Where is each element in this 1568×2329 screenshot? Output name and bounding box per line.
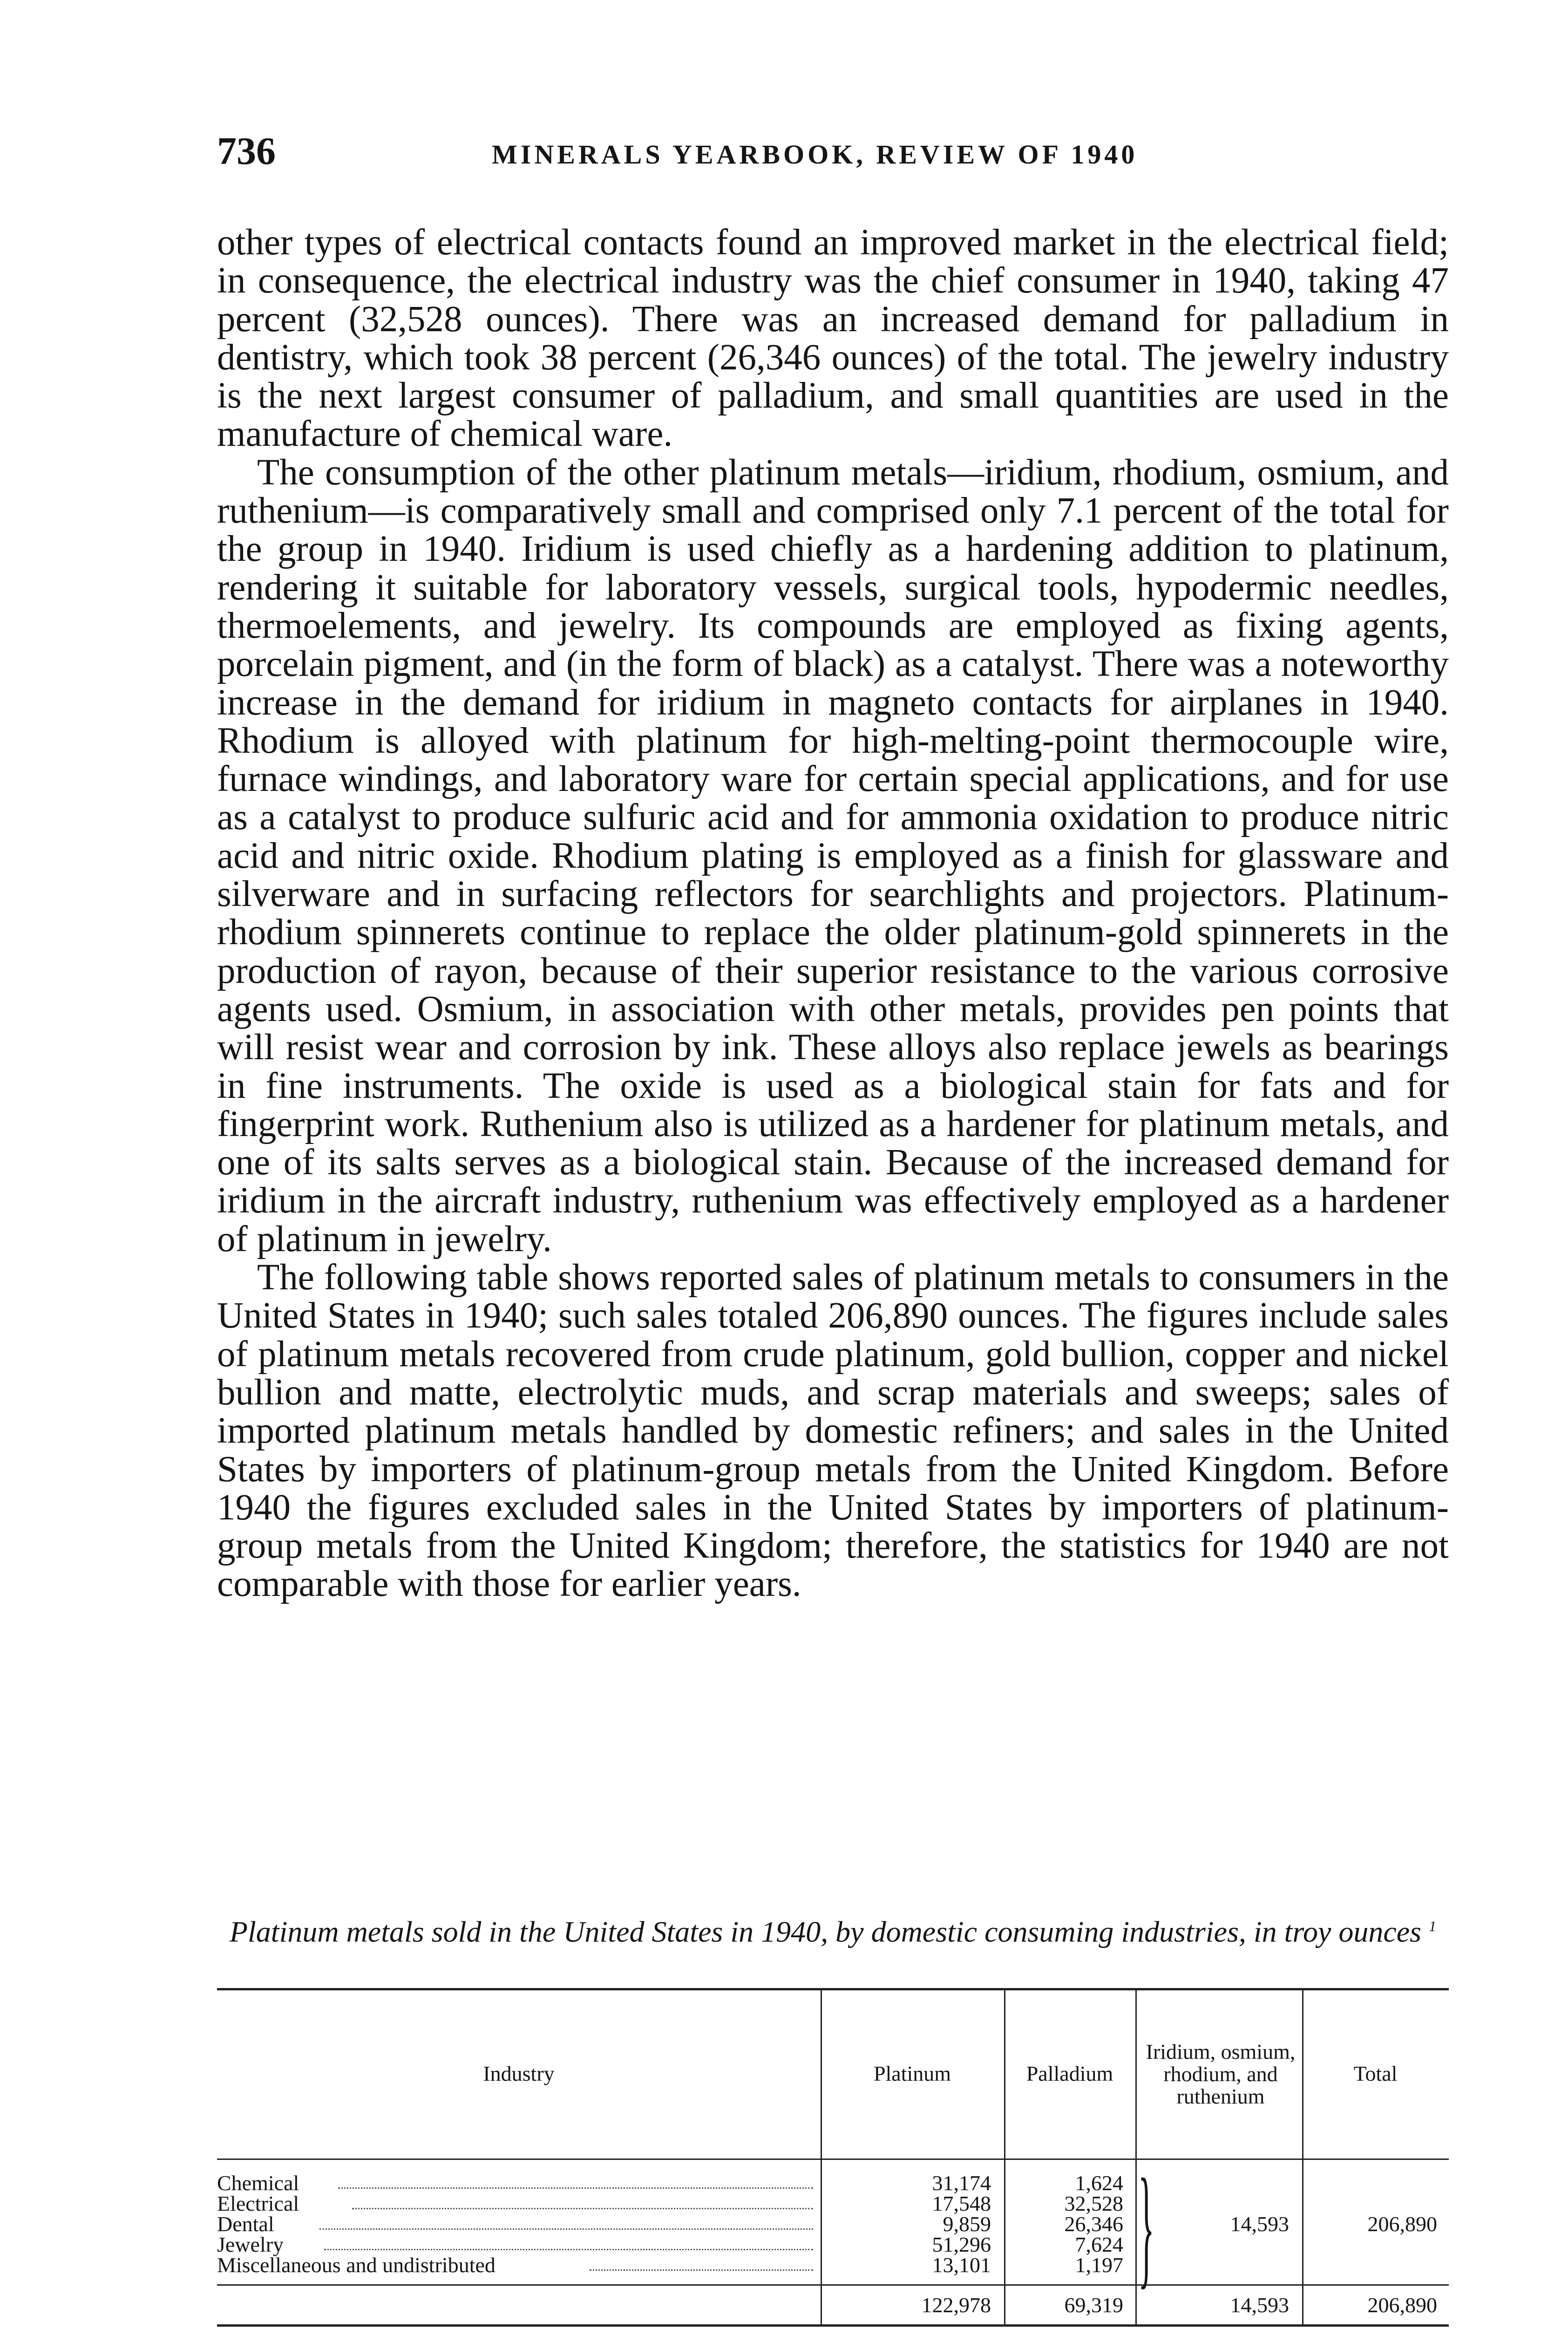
column-header-palladium: Palladium — [1026, 2061, 1113, 2085]
total-all: 206,890 — [1367, 2293, 1437, 2317]
cell-platinum: 31,174 — [932, 2171, 991, 2195]
cell-palladium: 26,346 — [1064, 2212, 1123, 2236]
column-divider — [1135, 1988, 1137, 2324]
page-header — [217, 129, 1446, 180]
paragraph: The following table shows reported sales of platinum metals to consumers in the United States in 1940; such sales totaled 206,890 ounces. The figures include sales of platinum metals recovered from crude platinum, gold bullion, copper and nickel bullion and matte, electrolytic muds, and scrap materials and sweeps; sales of imported platinum metals handled by domestic refiners; and sales in the United States by importers of platinum-group metals from the United Kingdom. Before 1940 the figures excluded sales in the United States by importers of platinum-group metals from the United Kingdom; therefore, the statistics for 1940 are not comparable with those for earlier years. — [217, 1257, 1449, 1605]
cell-platinum: 13,101 — [932, 2253, 991, 2277]
cell-platinum: 17,548 — [932, 2192, 991, 2215]
paragraph: The consumption of the other platinum metals—iridium, rhodium, osmium, and ruthenium—is comparatively small and comprised only 7.1 percent of the total for the group in 1940. Iridium is used chiefly as a hardening addition to platinum, rendering it suitable for laboratory vessels, surgical tools, hypodermic needles, thermoelements, and jewelry. Its compounds are employed as fixing agents, porcelain pigment, and (in the form of black) as a catalyst. There was a noteworthy increase in the demand for iridium in magneto contacts for airplanes in 1940. Rhodium is alloyed with platinum for high-melting-point thermocouple wire, furnace windings, and laboratory ware for certain special applications, and for use as a catalyst to produce sulfuric acid and for ammonia oxidation to produce nitric acid and nitric oxide. Rhodium plating is employed as a finish for glassware and silverware and in surfacing reflectors for searchlights and projectors. Platinum-rhodium spinnerets continue to replace the older platinum-gold spinnerets in the production of rayon, because of their superior resistance to the various corrosive agents used. Osmium, in association with other metals, provides pen points that will resist wear and corrosion by ink. These alloys also replace jewels as bearings in fine instruments. The oxide is used as a biological stain for fats and for fingerprint work. Ruthenium also is utilized as a hardener for platinum metals, and one of its salts serves as a biological stain. Because of the increased demand for iridium in the aircraft industry, ruthenium was effectively employed as a hardener of platinum in jewelry. — [217, 452, 1449, 1260]
cell-palladium: 7,624 — [1075, 2233, 1123, 2256]
grouping-brace: } — [1138, 2151, 1154, 2301]
cell-total: 206,890 — [1367, 2212, 1437, 2236]
cell-palladium: 32,528 — [1064, 2192, 1123, 2215]
paragraph: other types of electrical contacts found an improved market in the electrical field; in consequence, the electrical industry was the chief consumer in 1940, taking 47 percent (32,528 ounces). There was an increased demand for palladium in dentistry, which took 38 percent (26,346 ounces) of the total. The jewelry industry is the next largest consumer of palladium, and small quantities are used in the manufacture of chemical ware. — [217, 222, 1449, 455]
row-label-dental: Dental — [217, 2212, 274, 2236]
cell-platinum: 51,296 — [932, 2233, 991, 2256]
cell-palladium: 1,197 — [1075, 2253, 1123, 2277]
page-number: 736 — [217, 129, 276, 173]
column-header-industry: Industry — [483, 2061, 555, 2085]
dot-leader — [352, 2208, 813, 2209]
cell-iridium-group: 14,593 — [1230, 2212, 1289, 2236]
table-rule-header — [217, 2159, 1449, 2160]
row-label-chemical: Chemical — [217, 2171, 299, 2195]
row-label-miscellaneous: Miscellaneous and undistributed — [217, 2253, 496, 2277]
dot-leader — [590, 2269, 813, 2271]
column-header-iridium-group: Iridium, osmium, rhodium, and ruthenium — [1146, 2040, 1296, 2108]
total-iridium-group: 14,593 — [1230, 2293, 1289, 2317]
table-rule-bottom — [217, 2324, 1449, 2327]
total-palladium: 69,319 — [1064, 2293, 1123, 2317]
dot-leader — [319, 2228, 813, 2230]
table-caption — [217, 1907, 1449, 1950]
cell-platinum: 9,859 — [943, 2212, 991, 2236]
column-header-total: Total — [1353, 2061, 1398, 2085]
dot-leader — [324, 2249, 813, 2250]
body-text — [217, 224, 1449, 1604]
column-header-platinum: Platinum — [873, 2061, 951, 2085]
dot-leader — [338, 2187, 813, 2189]
row-label-electrical: Electrical — [217, 2192, 299, 2215]
table-caption-text: Platinum metals sold in the United States in 1940, by domestic consuming industries, in troy ounces — [229, 1915, 1422, 1948]
footnote-reference: 1 — [1429, 1918, 1437, 1934]
cell-palladium: 1,624 — [1075, 2171, 1123, 2195]
row-label-jewelry: Jewelry — [217, 2233, 284, 2256]
table-rule-total — [217, 2284, 1449, 2286]
total-platinum: 122,978 — [921, 2293, 991, 2317]
running-title: MINERALS YEARBOOK, REVIEW OF 1940 — [492, 139, 1138, 170]
data-table — [217, 1988, 1449, 2329]
